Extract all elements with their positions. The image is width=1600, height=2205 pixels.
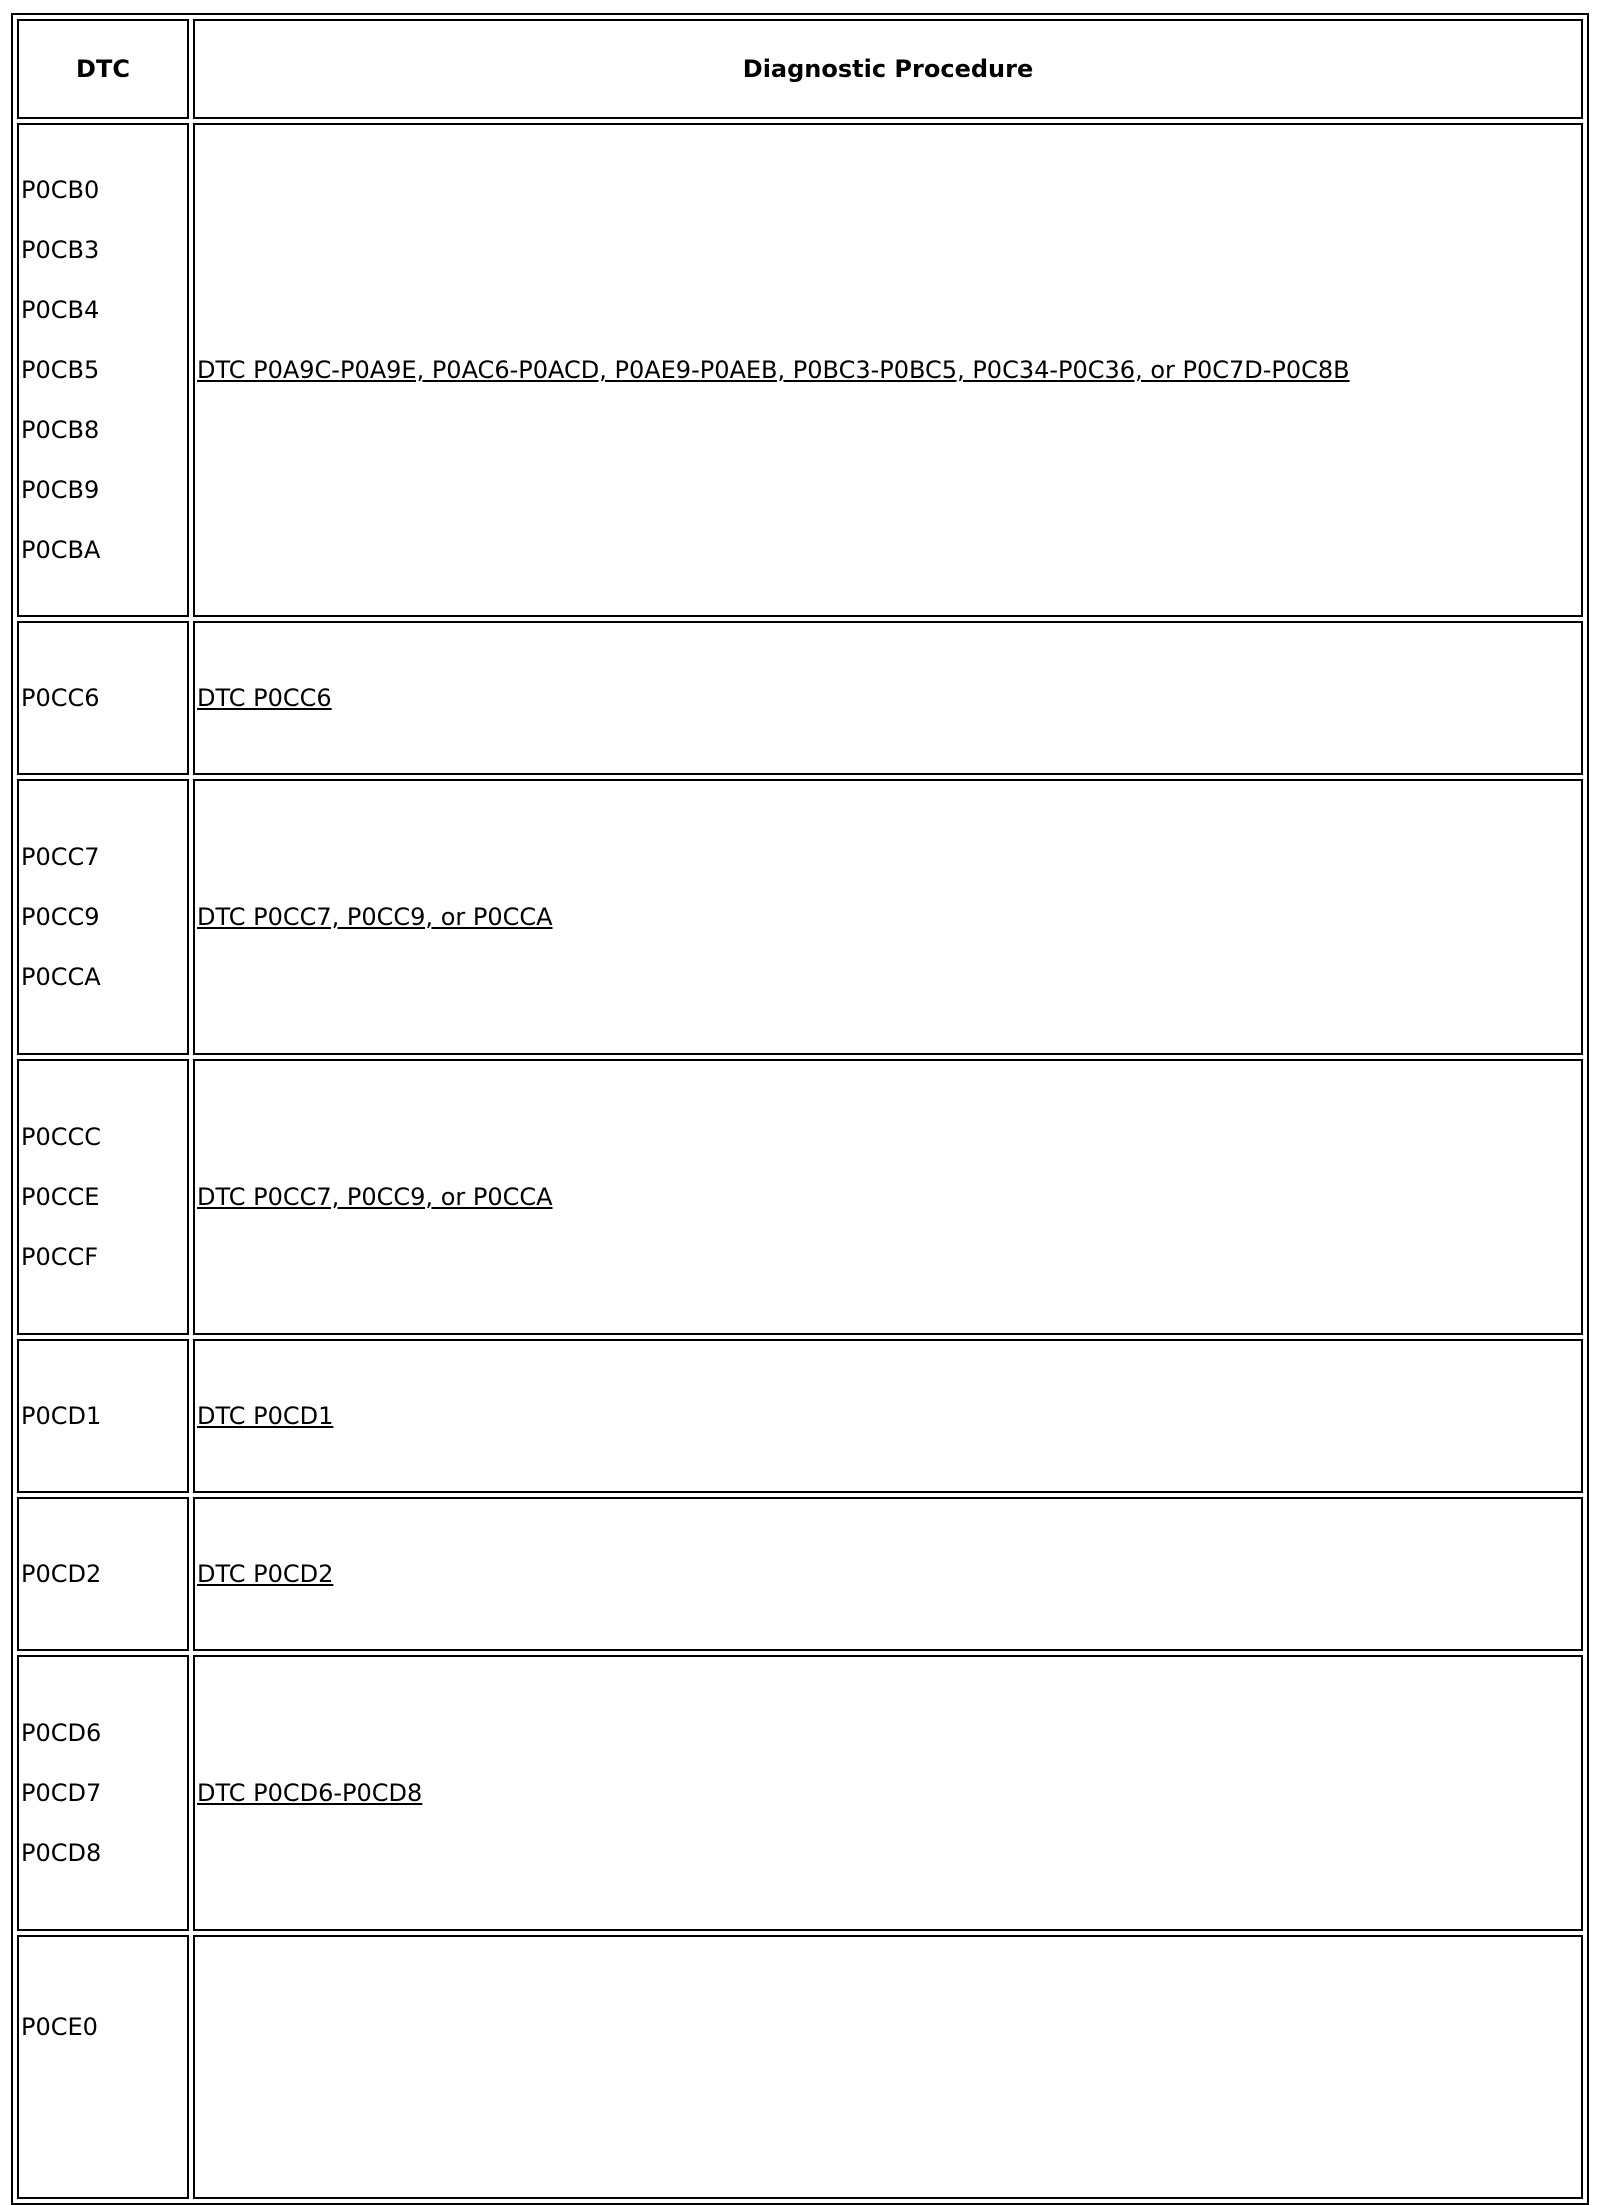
table-row: [17, 1339, 1583, 1493]
procedure-cell: [193, 1655, 1583, 1931]
header-dtc: DTC: [17, 19, 189, 119]
dtc-codes-cell: [17, 123, 189, 617]
dtc-code: P0CBA: [21, 536, 101, 564]
table-row: [17, 621, 1583, 775]
procedure-cell: [193, 1059, 1583, 1335]
dtc-code: P0CB5: [21, 356, 100, 384]
dtc-codes-cell: [17, 1655, 189, 1931]
dtc-code: P0CB8: [21, 416, 100, 444]
dtc-code: P0CB3: [21, 236, 100, 264]
dtc-codes-cell: [17, 621, 189, 775]
dtc-code: P0CD7: [21, 1779, 102, 1807]
procedure-link[interactable]: DTC P0CD1: [197, 1402, 334, 1430]
table-row: [17, 1935, 1583, 2199]
table-row: [17, 1497, 1583, 1651]
dtc-codes-cell: [17, 1059, 189, 1335]
procedure-cell: [193, 1935, 1583, 2199]
header-diagnostic-procedure: Diagnostic Procedure: [193, 19, 1583, 119]
dtc-code: P0CCA: [21, 963, 101, 991]
dtc-code: P0CCC: [21, 1123, 102, 1151]
dtc-table-container: [11, 13, 1589, 2205]
dtc-code: P0CE0: [21, 2013, 98, 2041]
procedure-cell: [193, 1339, 1583, 1493]
procedure-cell: [193, 779, 1583, 1055]
dtc-codes-cell: [17, 779, 189, 1055]
dtc-code: P0CC7: [21, 843, 100, 871]
table-header-row: [17, 19, 1583, 119]
procedure-cell: [193, 1497, 1583, 1651]
dtc-code: P0CC9: [21, 903, 100, 931]
procedure-link[interactable]: DTC P0A9C-P0A9E, P0AC6-P0ACD, P0AE9-P0AEB, P0BC3-P0BC5, P0C34-P0C36, or P0C7D-P0C8B: [197, 356, 1350, 384]
procedure-link[interactable]: DTC P0CC7, P0CC9, or P0CCA: [197, 1183, 553, 1211]
dtc-table: [11, 13, 1589, 2205]
procedure-cell: [193, 621, 1583, 775]
dtc-code: P0CD2: [21, 1560, 102, 1588]
dtc-code: P0CB4: [21, 296, 100, 324]
procedure-link[interactable]: DTC P0CD6-P0CD8: [197, 1779, 423, 1807]
dtc-code: P0CC6: [21, 684, 100, 712]
procedure-link[interactable]: DTC P0CC6: [197, 684, 332, 712]
table-row: [17, 779, 1583, 1055]
procedure-link[interactable]: DTC P0CC7, P0CC9, or P0CCA: [197, 903, 553, 931]
dtc-code: P0CB0: [21, 176, 100, 204]
dtc-code: P0CCF: [21, 1243, 99, 1271]
dtc-codes-cell: [17, 1339, 189, 1493]
table-row: [17, 1655, 1583, 1931]
dtc-codes-cell: [17, 1935, 189, 2199]
dtc-code: P0CB9: [21, 476, 100, 504]
dtc-code: P0CD6: [21, 1719, 102, 1747]
procedure-link[interactable]: DTC P0CD2: [197, 1560, 334, 1588]
dtc-code: P0CCE: [21, 1183, 100, 1211]
dtc-code: P0CD1: [21, 1402, 102, 1430]
procedure-cell: [193, 123, 1583, 617]
table-row: [17, 123, 1583, 617]
dtc-codes-cell: [17, 1497, 189, 1651]
table-row: [17, 1059, 1583, 1335]
dtc-code: P0CD8: [21, 1839, 102, 1867]
